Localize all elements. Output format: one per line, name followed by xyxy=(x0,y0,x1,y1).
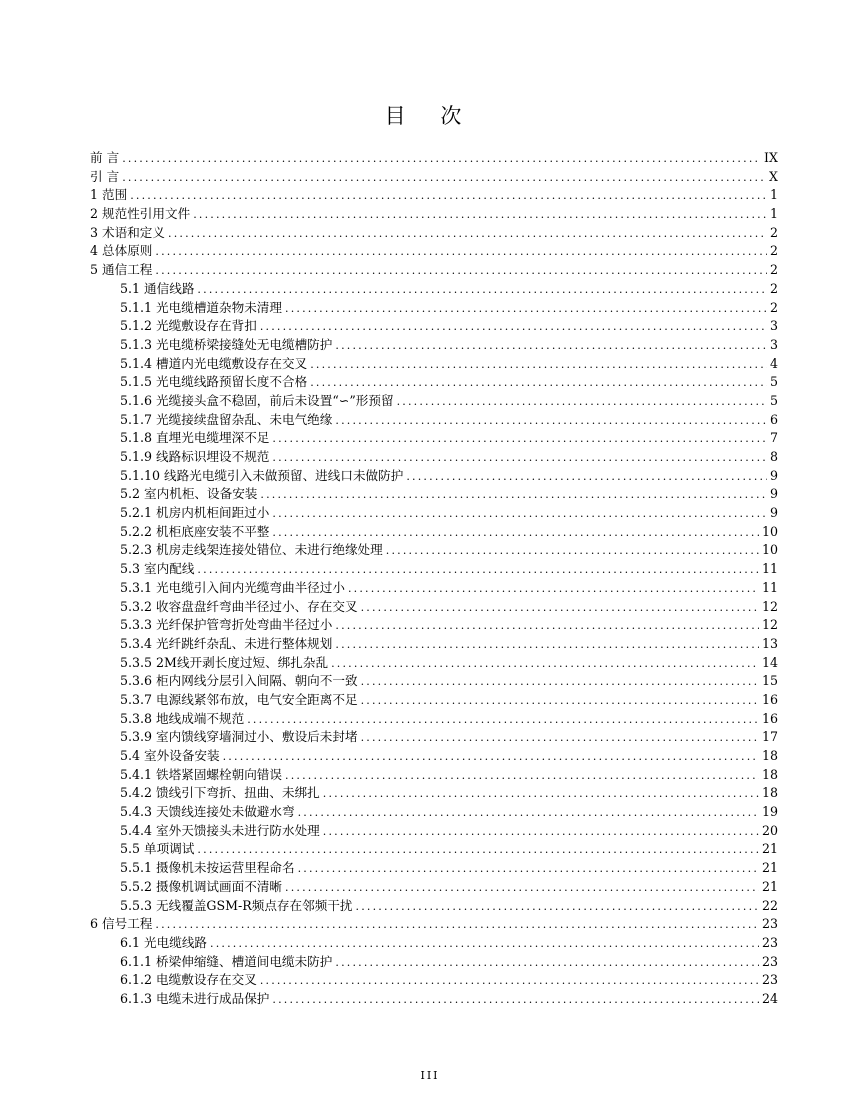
toc-entry[interactable] xyxy=(90,672,778,691)
toc-entry-title: 6.1 光电缆线路 xyxy=(120,934,208,950)
dot-leader xyxy=(323,785,759,803)
toc-entry-page: 18 xyxy=(761,785,778,801)
toc-entry-page: 21 xyxy=(761,860,778,876)
toc-entry[interactable] xyxy=(90,336,778,355)
toc-entry[interactable] xyxy=(90,953,778,972)
dot-leader xyxy=(285,300,767,318)
toc-entry[interactable] xyxy=(90,485,778,504)
dot-leader xyxy=(272,505,767,523)
toc-entry[interactable] xyxy=(90,242,778,261)
dot-leader xyxy=(397,393,767,411)
toc-entry-title: 5.4.2 馈线引下弯折、扭曲、未绑扎 xyxy=(120,785,320,801)
dot-leader xyxy=(168,225,767,243)
toc-entry-title: 5.1.1 光电缆槽道杂物未清理 xyxy=(120,299,282,315)
toc-entry-page: 4 xyxy=(769,355,778,371)
dot-leader xyxy=(361,673,759,691)
toc-entry-page: 21 xyxy=(761,878,778,894)
toc-entry-title: 4 总体原则 xyxy=(90,243,153,259)
dot-leader xyxy=(356,898,759,916)
toc-entry-title: 5.4 室外设备安装 xyxy=(120,748,220,763)
toc-entry-page: 14 xyxy=(761,654,778,670)
dot-leader xyxy=(260,318,767,336)
toc-entry-page: 23 xyxy=(761,953,778,969)
toc-entry-page: 8 xyxy=(769,449,778,464)
toc-entry[interactable] xyxy=(90,299,778,318)
toc-entry[interactable] xyxy=(90,411,778,430)
toc-entry[interactable] xyxy=(90,766,778,785)
toc-entry-page: 22 xyxy=(761,897,778,913)
toc-entry[interactable] xyxy=(90,822,778,841)
toc-entry-page: 23 xyxy=(761,916,778,932)
toc-entry-page: IX xyxy=(764,150,778,165)
toc-entry-page: 5 xyxy=(769,392,778,408)
toc-entry[interactable] xyxy=(90,635,778,654)
toc-entry[interactable] xyxy=(90,541,778,560)
toc-entry-page: 5 xyxy=(769,374,778,390)
dot-leader xyxy=(331,655,759,673)
dot-leader xyxy=(197,841,759,859)
toc-entry[interactable] xyxy=(90,710,778,729)
page-number: III xyxy=(420,1069,440,1082)
dot-leader xyxy=(223,748,759,766)
toc-entry-title: 5.3.4 光纤跳纤杂乱、未进行整体规划 xyxy=(120,635,333,651)
dot-leader xyxy=(260,972,759,990)
toc-entry-title: 5.5 单项调试 xyxy=(120,841,195,857)
dot-leader xyxy=(193,206,767,224)
dot-leader xyxy=(272,430,767,448)
toc-entry-title: 5.1.2 光缆敷设存在背扣 xyxy=(120,318,257,334)
toc-entry-page: 9 xyxy=(769,505,778,521)
toc-entry-page: 2 xyxy=(769,299,778,315)
dot-leader xyxy=(272,991,759,1009)
dot-leader xyxy=(130,187,767,205)
toc-entry-title: 5.3.6 柜内网线分层引入间隔、朝向不一致 xyxy=(120,673,358,689)
toc-entry[interactable] xyxy=(90,523,778,542)
dot-leader xyxy=(155,243,767,261)
toc-entry[interactable] xyxy=(90,168,778,187)
toc-entry-title: 2 规范性引用文件 xyxy=(90,206,191,222)
dot-leader xyxy=(272,524,759,542)
toc-entry-page: 15 xyxy=(761,673,778,689)
toc-entry-title: 5.3.3 光纤保护管弯折处弯曲半径过小 xyxy=(120,617,333,633)
toc-entry-page: 16 xyxy=(761,710,778,726)
toc-entry-title: 5.3 室内配线 xyxy=(120,561,195,577)
toc-entry-page: 20 xyxy=(761,822,778,838)
toc-entry[interactable] xyxy=(90,373,778,392)
toc-entry-title: 5.2.2 机柜底座安装不平整 xyxy=(120,523,270,539)
toc-entry[interactable] xyxy=(90,598,778,617)
dot-leader xyxy=(310,374,767,392)
toc-entry-title: 6.1.2 电缆敷设存在交叉 xyxy=(120,972,257,988)
toc-entry[interactable] xyxy=(90,355,778,374)
dot-leader xyxy=(335,954,759,972)
toc-entry-title: 5.3.5 2M线开剥长度过短、绑扎杂乱 xyxy=(120,654,329,670)
dot-leader xyxy=(361,692,759,710)
toc-entry-page: 16 xyxy=(761,691,778,707)
dot-leader xyxy=(406,468,767,486)
toc-entry[interactable] xyxy=(90,504,778,523)
toc-entry[interactable] xyxy=(90,990,778,1009)
toc-entry-title: 5.1.6 光缆接头盒不稳固，前后未设置“∽”形预留 xyxy=(120,392,394,408)
page-title: 目 次 xyxy=(384,104,476,128)
toc-entry-page: X xyxy=(769,168,778,184)
toc-entry-title: 6.1.1 桥梁伸缩缝、槽道间电缆未防护 xyxy=(120,953,333,969)
dot-leader xyxy=(298,860,759,878)
toc-entry[interactable] xyxy=(90,747,778,766)
dot-leader xyxy=(298,804,759,822)
dot-leader xyxy=(247,711,759,729)
dot-leader xyxy=(260,486,767,504)
toc-entry-title: 5.1.5 光电缆线路预留长度不合格 xyxy=(120,374,308,390)
toc-entry-page: 18 xyxy=(761,766,778,782)
dot-leader xyxy=(361,729,759,747)
toc-entry-page: 1 xyxy=(769,187,778,203)
dot-leader xyxy=(361,599,759,617)
toc-entry-title: 5.2.1 机房内机柜间距过小 xyxy=(120,505,270,521)
toc-entry-page: 7 xyxy=(769,430,778,446)
dot-leader xyxy=(285,767,759,785)
toc-entry-page: 19 xyxy=(761,804,778,820)
toc-entry[interactable] xyxy=(90,728,778,747)
dot-leader xyxy=(348,580,759,598)
toc-entry-title: 6.1.3 电缆未进行成品保护 xyxy=(120,990,270,1006)
toc-entry[interactable] xyxy=(90,897,778,916)
dot-leader xyxy=(122,169,766,187)
toc-entry-page: 21 xyxy=(761,841,778,857)
dot-leader xyxy=(272,449,767,467)
dot-leader xyxy=(323,823,759,841)
toc-entry-page: 17 xyxy=(761,729,778,745)
toc-entry-title: 5.4.4 室外天馈接头未进行防水处理 xyxy=(120,822,320,838)
toc-entry-page: 9 xyxy=(769,486,778,502)
toc-entry[interactable] xyxy=(90,205,778,224)
toc-entry-title: 5.1.7 光缆接续盘留杂乱、未电气绝缘 xyxy=(120,411,333,427)
toc-entry[interactable] xyxy=(90,317,778,336)
toc-entry-page: 24 xyxy=(761,990,778,1006)
dot-leader xyxy=(386,542,759,560)
toc-entry-title: 5.3.8 地线成端不规范 xyxy=(120,710,245,726)
toc-entry-page: 3 xyxy=(769,318,778,334)
toc-entry-page: 6 xyxy=(769,411,778,427)
toc-entry-title: 1 范围 xyxy=(90,187,128,203)
toc-entry-title: 5.5.2 摄像机调试画面不清晰 xyxy=(120,878,282,894)
toc-entry-title: 5.4.1 铁塔紧固螺栓朝向错误 xyxy=(120,766,282,782)
toc-entry-page: 2 xyxy=(769,224,778,240)
toc-entry-title: 5.3.9 室内馈线穿墙洞过小、敷设后未封堵 xyxy=(120,729,358,745)
dot-leader xyxy=(197,561,759,579)
toc-entry-title: 5.4.3 天馈线连接处未做避水弯 xyxy=(120,804,295,820)
toc-entry[interactable] xyxy=(90,654,778,673)
toc-entry-title: 3 术语和定义 xyxy=(90,224,165,240)
toc-entry-title: 5.3.2 收容盘盘纤弯曲半径过小、存在交叉 xyxy=(120,598,358,614)
toc-entry-page: 11 xyxy=(761,561,778,577)
toc-entry[interactable] xyxy=(90,934,778,953)
toc-entry-title: 5 通信工程 xyxy=(90,262,153,278)
dot-leader xyxy=(335,636,759,654)
dot-leader xyxy=(285,879,759,897)
toc-entry-title: 5.5.3 无线覆盖GSM-R频点存在邻频干扰 xyxy=(120,897,353,913)
dot-leader xyxy=(310,356,767,374)
toc-entry-title: 5.1 通信线路 xyxy=(120,280,195,296)
dot-leader xyxy=(335,617,759,635)
dot-leader xyxy=(197,281,767,299)
toc-entry-page: 18 xyxy=(761,748,778,763)
toc-entry-title: 5.3.7 电源线紧邻布放，电气安全距离不足 xyxy=(120,691,358,707)
toc-entry[interactable] xyxy=(90,971,778,990)
toc-entry-page: 12 xyxy=(761,617,778,633)
dot-leader xyxy=(122,150,761,168)
table-of-contents xyxy=(90,149,778,1009)
toc-entry-title: 5.1.3 光电缆桥梁接缝处无电缆槽防护 xyxy=(120,336,333,352)
toc-entry[interactable] xyxy=(90,878,778,897)
toc-entry-page: 2 xyxy=(769,280,778,296)
toc-entry[interactable] xyxy=(90,784,778,803)
toc-entry[interactable] xyxy=(90,392,778,411)
toc-entry[interactable] xyxy=(90,579,778,598)
toc-entry-title: 5.3.1 光电缆引入间内光缆弯曲半径过小 xyxy=(120,579,345,595)
toc-entry-page: 2 xyxy=(769,262,778,278)
toc-entry[interactable] xyxy=(90,915,778,934)
toc-entry-title: 6 信号工程 xyxy=(90,916,153,932)
toc-entry[interactable] xyxy=(90,149,778,168)
toc-entry-page: 23 xyxy=(761,934,778,950)
dot-leader xyxy=(335,412,767,430)
toc-entry-title: 5.2.3 机房走线架连接处错位、未进行绝缘处理 xyxy=(120,542,383,558)
toc-entry-page: 2 xyxy=(769,243,778,259)
toc-entry-title: 5.1.10 线路光电缆引入未做预留、进线口未做防护 xyxy=(120,467,404,483)
toc-entry[interactable] xyxy=(90,280,778,299)
toc-entry-title: 5.1.8 直埋光电缆埋深不足 xyxy=(120,430,270,446)
toc-entry-page: 9 xyxy=(769,467,778,483)
toc-entry[interactable] xyxy=(90,560,778,579)
toc-entry-page: 23 xyxy=(761,972,778,988)
dot-leader xyxy=(155,262,767,280)
dot-leader xyxy=(335,337,767,355)
toc-entry[interactable] xyxy=(90,691,778,710)
toc-entry-title: 5.1.4 槽道内光电缆敷设存在交叉 xyxy=(120,355,308,371)
toc-entry[interactable] xyxy=(90,448,778,467)
toc-entry-title: 5.5.1 摄像机未按运营里程命名 xyxy=(120,860,295,876)
toc-entry-page: 10 xyxy=(761,523,778,539)
toc-entry-title: 5.1.9 线路标识埋设不规范 xyxy=(120,449,270,464)
toc-entry-page: 11 xyxy=(761,579,778,595)
toc-entry[interactable] xyxy=(90,429,778,448)
toc-entry-page: 12 xyxy=(761,598,778,614)
toc-entry-title: 5.2 室内机柜、设备安装 xyxy=(120,486,258,502)
toc-entry-page: 10 xyxy=(761,542,778,558)
toc-entry-title: 前 言 xyxy=(90,150,120,165)
toc-entry[interactable] xyxy=(90,261,778,280)
toc-entry[interactable] xyxy=(90,616,778,635)
toc-entry-page: 13 xyxy=(761,635,778,651)
toc-entry-page: 1 xyxy=(769,206,778,222)
toc-entry[interactable] xyxy=(90,467,778,486)
toc-entry[interactable] xyxy=(90,840,778,859)
toc-entry-page: 3 xyxy=(769,336,778,352)
toc-entry[interactable] xyxy=(90,224,778,243)
toc-entry[interactable] xyxy=(90,859,778,878)
toc-entry[interactable] xyxy=(90,186,778,205)
toc-entry[interactable] xyxy=(90,803,778,822)
toc-entry-title: 引 言 xyxy=(90,168,120,184)
dot-leader xyxy=(210,935,759,953)
dot-leader xyxy=(155,916,759,934)
